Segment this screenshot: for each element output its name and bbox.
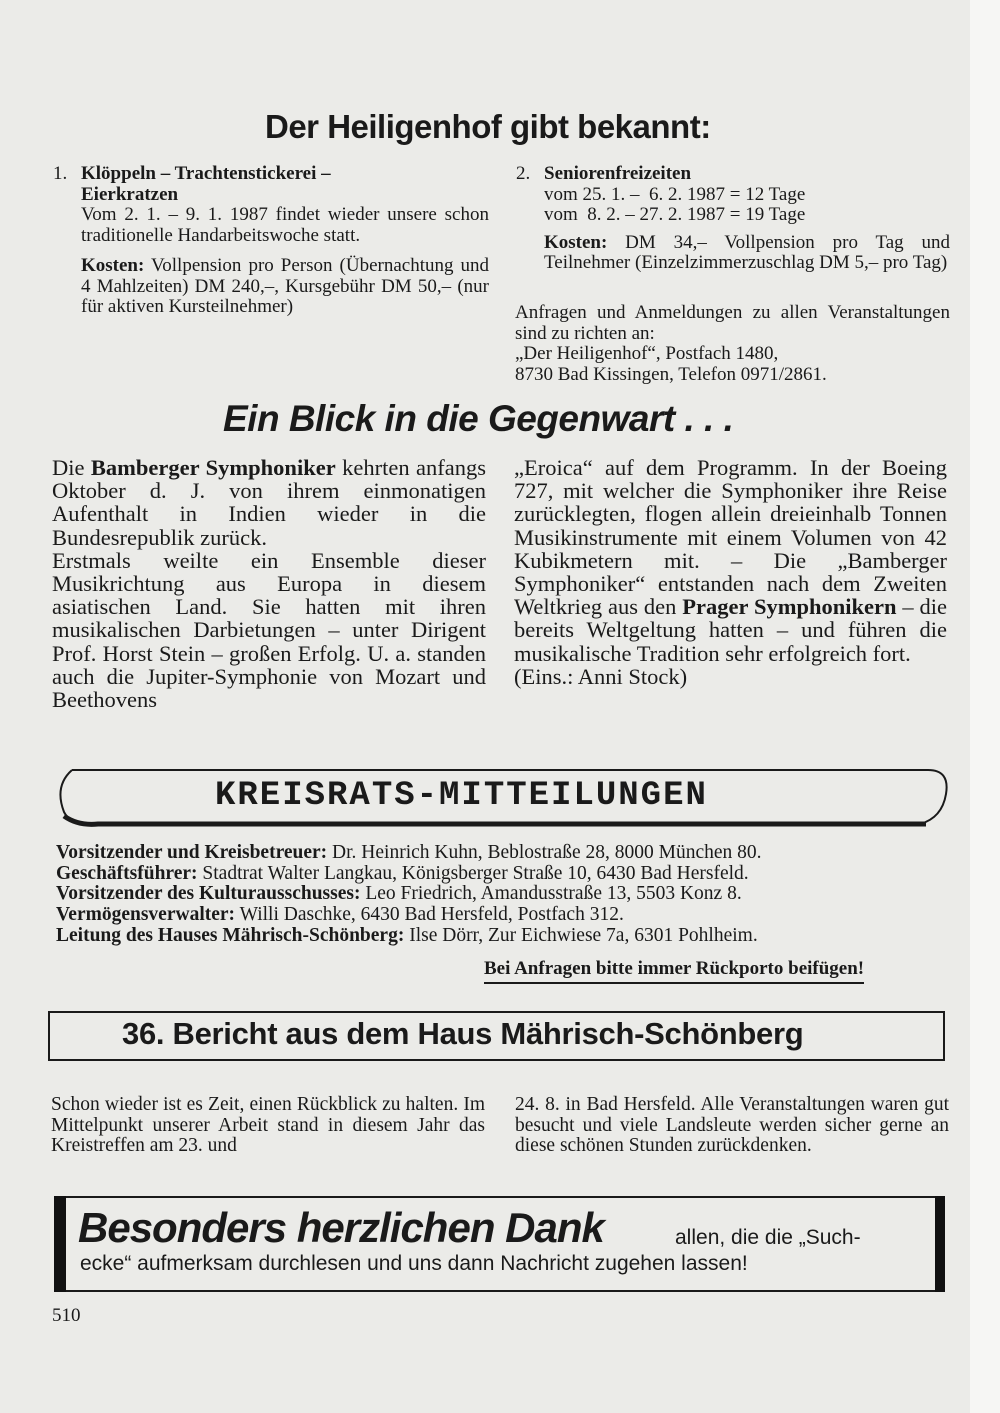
report-text: 24. 8. in Bad Hersfeld. Alle Veranstaltungen waren gut besucht und viele Landsleute werden sicher gerne an diese schönen Stunden zurückdenken. (515, 1094, 949, 1156)
item-title-cont: Eierkratzen (81, 183, 179, 205)
contact-row (56, 884, 926, 905)
contact-block (515, 303, 950, 385)
article-headline: Ein Blick in die Gegenwart . . . (223, 398, 734, 439)
contact-info: Ilse Dörr, Zur Eichwiese 7a, 6301 Pohlheim. (404, 924, 758, 946)
thanks-text-1: allen, die die „Such- (675, 1226, 861, 1249)
costs-text: DM 34,– Vollpension pro Tag und Teilnehmer (Einzelzimmerzuschlag DM 5,– pro Tag) (544, 231, 951, 273)
rueckporto-note: Bei Anfragen bitte immer Rückporto beifügen! (484, 958, 864, 984)
contact-role: Leitung des Hauses Mährisch-Schönberg: (56, 924, 405, 946)
contact-role: Geschäftsführer: (56, 862, 198, 884)
item-kloeppeln (53, 163, 489, 318)
heiligenhof-heading: Der Heiligenhof gibt bekannt: (265, 108, 711, 145)
costs-label: Kosten: (544, 231, 608, 253)
contact-info: Leo Friedrich, Amandusstraße 13, 5503 Konz 8. (360, 883, 742, 905)
kreisrat-contacts (56, 843, 926, 947)
contact-info: Willi Daschke, 6430 Bad Hersfeld, Postfach 312. (235, 904, 624, 926)
article-left-column (52, 456, 486, 711)
contact-address: „Der Heiligenhof“, Postfach 1480, (515, 343, 779, 364)
costs-label: Kosten: (81, 255, 145, 276)
contact-row (56, 926, 926, 947)
contact-city: 8730 Bad Kissingen, Telefon 0971/2861. (515, 363, 827, 385)
article-credit: (Eins.: Anni Stock) (514, 663, 688, 689)
article-right-column (514, 456, 947, 688)
date-range-1: vom 25. 1. – 6. 2. 1987 = 12 Tage (544, 183, 806, 205)
contact-info: Stadtrat Walter Langkau, Königsberger Straße 10, 6430 Bad Hersfeld. (197, 862, 749, 884)
article-text: – die bereits Weltgeltung hatten – und führen die musikalische Tradition sehr erfolgreich fort. (514, 594, 947, 666)
page-number: 510 (52, 1305, 81, 1326)
orchestra-name: Bamberger Symphoniker (90, 455, 336, 480)
costs-text: Vollpension pro Person (Übernachtung und 4 Mahlzeiten) DM 240,–, Kursgebühr DM 50,– (nur für aktiven Kursteilnehmer) (81, 255, 489, 317)
report-text: Schon wieder ist es Zeit, einen Rückblick zu halten. Im Mittelpunkt unserer Arbeit stand in diesem Jahr das Kreistreffen am 23. und (51, 1094, 485, 1156)
contact-role: Vermögensverwalter: (56, 904, 236, 926)
item-number: 2. (516, 163, 531, 184)
contact-intro: Anfragen und Anmeldungen zu allen Veranstaltungen sind zu richten an: (515, 302, 950, 344)
report-title: 36. Bericht aus dem Haus Mährisch-Schönberg (122, 1016, 804, 1051)
thanks-headline: Besonders herzlichen Dank (78, 1204, 604, 1251)
article-text: „Eroica“ auf dem Programm. In der Boeing 727, mit welcher die Symphoniker ihre Reise zurücklegten, flogen allein dreieinhalb Tonnen Musikinstrumente mit einem Volumen von 42 Kubikmetern mit. – Die „Bamberger Symphoniker“ entstanden nach dem Zweiten Weltkrieg aus den (514, 455, 947, 620)
page-edge (970, 0, 1000, 1413)
contact-role: Vorsitzender und Kreisbetreuer: (56, 842, 328, 863)
item-title: Seniorenfreizeiten (544, 163, 692, 184)
item-body: Vom 2. 1. – 9. 1. 1987 findet wieder unsere schon traditionelle Handarbeitswoche statt. (81, 204, 489, 246)
date-range-2: vom 8. 2. – 27. 2. 1987 = 19 Tage (544, 204, 806, 225)
thanks-bar-right (935, 1196, 945, 1292)
report-left-column (51, 1095, 485, 1157)
item-title: Klöppeln – Trachtenstickerei – (81, 163, 331, 184)
contact-info: Dr. Heinrich Kuhn, Beblostraße 28, 8000 München 80. (327, 842, 762, 863)
kreisrat-title: KREISRATS-MITTEILUNGEN (215, 777, 708, 815)
item-number: 1. (53, 163, 68, 184)
contact-row (56, 905, 926, 926)
article-paragraph: Erstmals weilte ein Ensemble dieser Musikrichtung aus Europa in diesem asiatischen Land. Sie hatten mit ihren musikalischen Darbietungen – unter Dirigent Prof. Horst Stein – großen Erfolg. U. a. standen auch die Jupiter-Symphonie von Mozart und Beethovens (52, 547, 486, 713)
report-right-column (515, 1095, 949, 1157)
thanks-text-2: ecke“ aufmerksam durchlesen und uns dann Nachricht zugehen lassen! (80, 1252, 748, 1275)
contact-row (56, 864, 926, 885)
thanks-bar-left (54, 1196, 66, 1292)
article-text: kehrten anfangs Oktober d. J. von ihrem einmonatigen Aufenthalt in Indien wieder in die Bundesrepublik zurück. (52, 455, 486, 550)
contact-role: Vorsitzender des Kulturausschusses: (56, 883, 361, 905)
article-text: Die (52, 455, 91, 480)
contact-row (56, 843, 926, 864)
item-seniorenfreizeiten (516, 163, 951, 274)
prager-name: Prager Symphonikern (682, 594, 897, 620)
